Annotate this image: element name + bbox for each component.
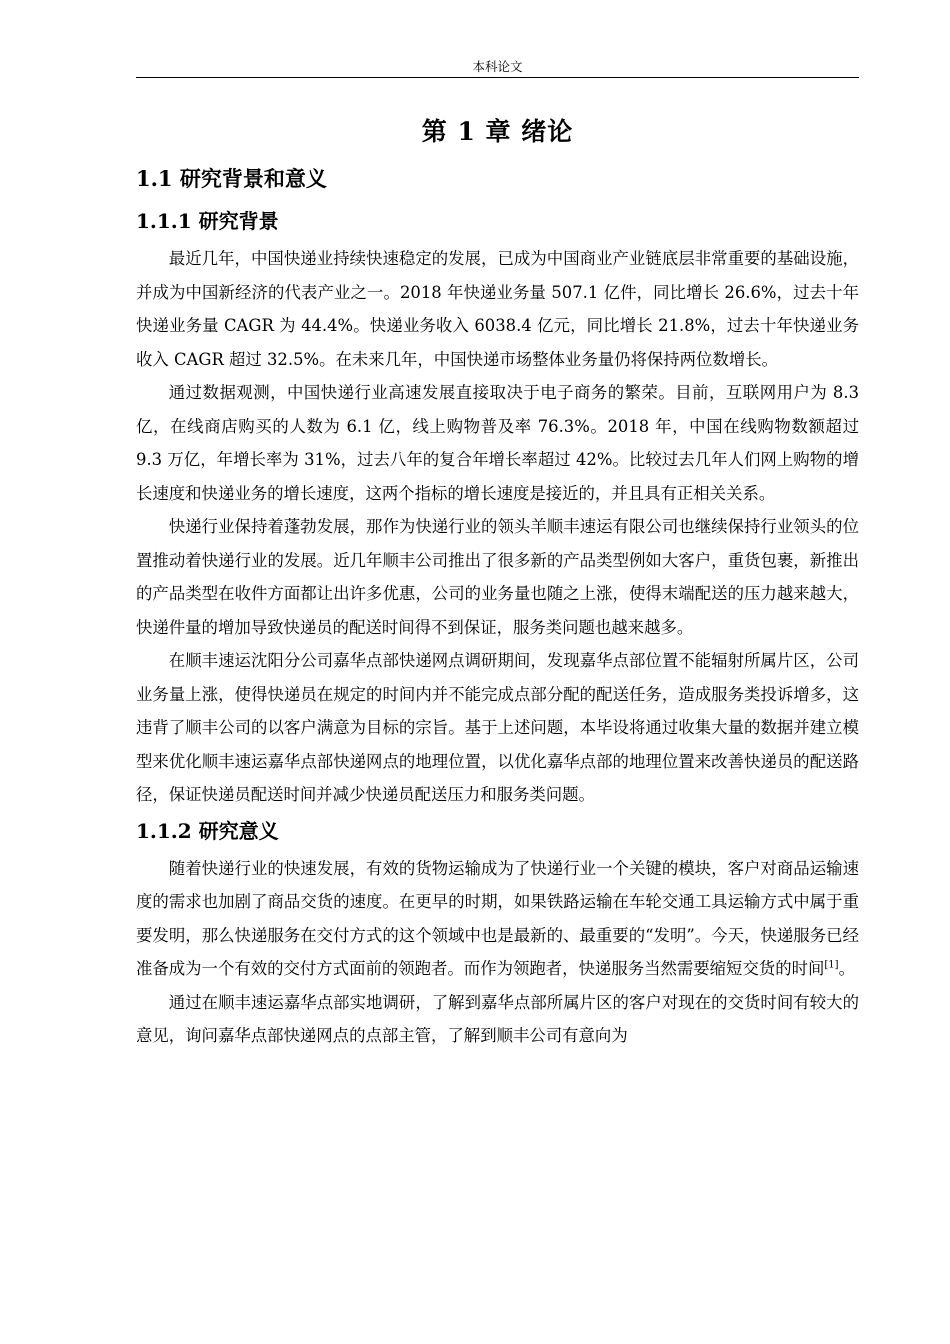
section-heading-1-1: 1.1 研究背景和意义 bbox=[136, 166, 327, 191]
body-paragraph: 通过在顺丰速运嘉华点部实地调研，了解到嘉华点部所属片区的客户对现在的交货时间有较大的意见，询问嘉华点部快递网点的点部主管，了解到顺丰公司有意向为 bbox=[136, 992, 859, 1045]
citation-reference[interactable]: [1] bbox=[824, 959, 839, 971]
page-body bbox=[136, 110, 859, 1053]
subsection-heading-1-1-2: 1.1.2 研究意义 bbox=[136, 818, 279, 843]
chapter-title: 第 1 章 绪论 bbox=[421, 117, 574, 146]
body-paragraph: 最近几年，中国快递业持续快速稳定的发展，已成为中国商业产业链底层非常重要的基础设施，并成为中国新经济的代表产业之一。2018 年快递业务量 507.1 亿件，同比增长 26.6%，过去十年快递业务量 CAGR 为 44.4%。快递业务收入 6038.4 亿元，同比增长 21.8%，过去十年快递业务收入 CAGR 超过 32.5%。在未来几年，中国快递市场整体业务量仍将保持两位数增长。 bbox=[136, 249, 859, 369]
paragraph-text-end: 。 bbox=[838, 959, 855, 978]
header-divider bbox=[136, 77, 859, 78]
subsection-heading-1-1-1: 1.1.1 研究背景 bbox=[136, 209, 279, 233]
body-paragraph bbox=[136, 852, 859, 986]
paragraph-text: 随着快递行业的快速发展，有效的货物运输成为了快递行业一个关键的模块，客户对商品运输速度的需求也加剧了商品交货的速度。在更早的时期，如果铁路运输在车轮交通工具运输方式中属于重要发明，那么快递服务在交付方式的这个领域中也是最新的、最重要的“发明”。今天，快递服务已经准备成为一个有效的交付方式面前的领跑者。而作为领跑者，快递服务当然需要缩短交货的时间 bbox=[136, 858, 859, 978]
body-paragraph: 通过数据观测，中国快递行业高速发展直接取决于电子商务的繁荣。目前，互联网用户为 8.3 亿，在线商店购买的人数为 6.1 亿，线上购物普及率 76.3%。2018 年，中国在线购物数额超过 9.3 万亿，年增长率为 31%，过去八年的复合年增长率超过 42%。比较过去几年人们网上购物的增长速度和快递业务的增长速度，这两个指标的增长速度是接近的，并且具有正相关关系。 bbox=[136, 383, 859, 503]
body-paragraph: 在顺丰速运沈阳分公司嘉华点部快递网点调研期间，发现嘉华点部位置不能辐射所属片区，公司业务量上涨，使得快递员在规定的时间内并不能完成点部分配的配送任务，造成服务类投诉增多，这违背了顺丰公司的以客户满意为目标的宗旨。基于上述问题，本毕设将通过收集大量的数据并建立模型来优化顺丰速运嘉华点部快递网点的地理位置，以优化嘉华点部的地理位置来改善快递员的配送路径，保证快递员配送时间并减少快递员配送压力和服务类问题。 bbox=[136, 651, 859, 804]
body-paragraph: 快递行业保持着蓬勃发展，那作为快递行业的领头羊顺丰速运有限公司也继续保持行业领头的位置推动着快递行业的发展。近几年顺丰公司推出了很多新的产品类型例如大客户，重货包裹，新推出的产品类型在收件方面都让出许多优惠，公司的业务量也随之上涨，使得末端配送的压力越来越大，快递件量的增加导致快递员的配送时间得不到保证，服务类问题也越来越多。 bbox=[136, 517, 859, 637]
page-header: 本科论文 bbox=[472, 59, 523, 74]
